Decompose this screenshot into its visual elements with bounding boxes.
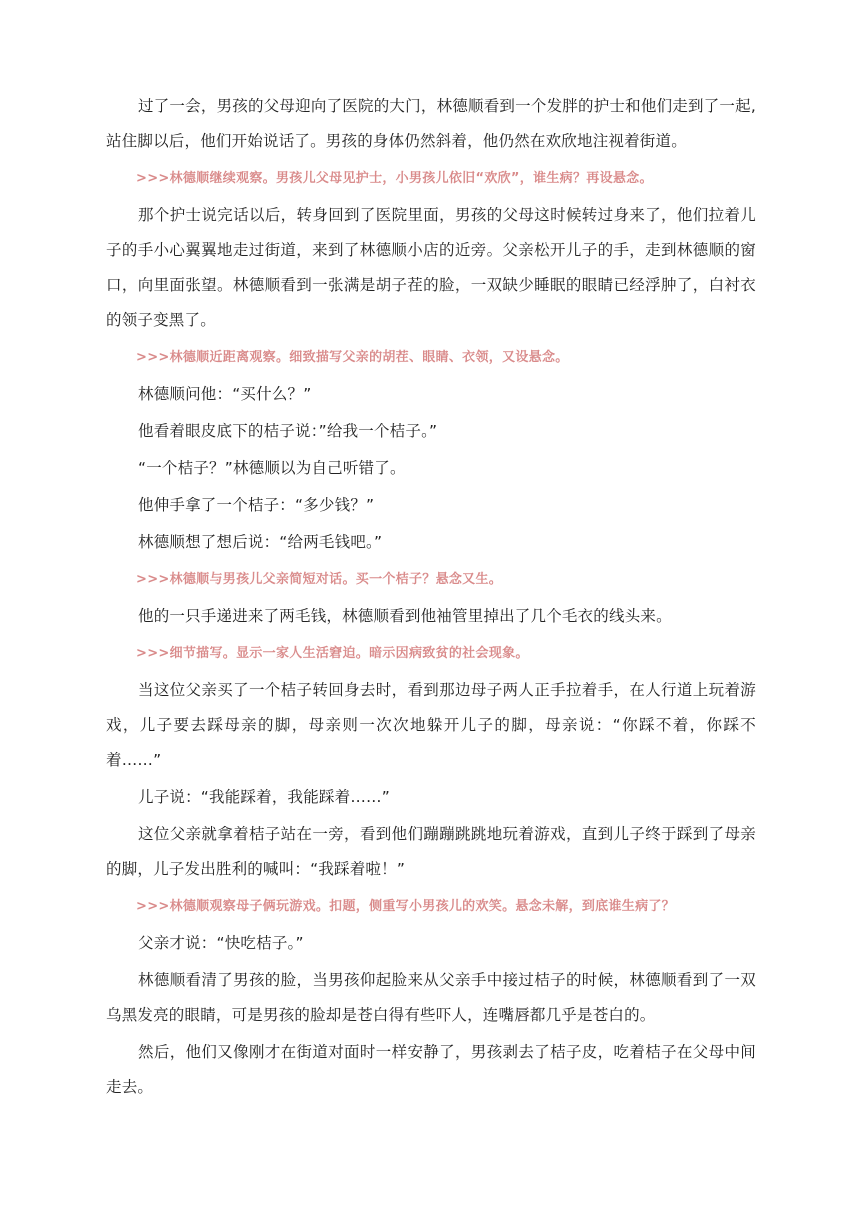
paragraph: 他伸手拿了一个桔子：“多少钱？” bbox=[138, 496, 375, 514]
annotation-note: >>>林德顺继续观察。男孩儿父母见护士，小男孩儿依旧“欢欣”，谁生病？再设悬念。 bbox=[136, 171, 653, 186]
paragraph: 林德顺问他：“买什么？” bbox=[138, 385, 312, 403]
paragraph: 过了一会，男孩的父母迎向了医院的大门，林德顺看到一个发胖的护士和他们走到了一起,站住脚以后，他们开始说话了。男孩的身体仍然斜着，他仍然在欢欣地注视着街道。 bbox=[106, 97, 756, 150]
paragraph: 他看着眼皮底下的桔子说：”给我一个桔子。” bbox=[138, 422, 438, 440]
paragraph: 儿子说：“我能踩着，我能踩着……” bbox=[138, 788, 390, 806]
paragraph: “一个桔子？”林德顺以为自己听错了。 bbox=[138, 459, 406, 477]
annotation-note: >>>林德顺与男孩儿父亲简短对话。买一个桔子？悬念又生。 bbox=[136, 572, 503, 587]
paragraph: 他的一只手递进来了两毛钱，林德顺看到他袖管里掉出了几个毛衣的线头来。 bbox=[138, 607, 672, 625]
paragraph: 然后，他们又像刚才在街道对面时一样安静了，男孩剥去了桔子皮，吃着桔子在父母中间走去。 bbox=[106, 1043, 756, 1096]
paragraph: 父亲才说：“快吃桔子。” bbox=[138, 934, 304, 952]
annotation-note: >>>林德顺近距离观察。细致描写父亲的胡茬、眼睛、衣领，又设悬念。 bbox=[136, 350, 569, 365]
paragraph: 林德顺想了想后说：“给两毛钱吧。” bbox=[138, 533, 383, 551]
annotation-note: >>>林德顺观察母子俩玩游戏。扣题，侧重写小男孩儿的欢笑。悬念未解，到底谁生病了？ bbox=[136, 899, 675, 914]
paragraph: 林德顺看清了男孩的脸，当男孩仰起脸来从父亲手中接过桔子的时候，林德顺看到了一双乌黑发亮的眼睛，可是男孩的脸却是苍白得有些吓人，连嘴唇都几乎是苍白的。 bbox=[106, 971, 756, 1024]
paragraph: 当这位父亲买了一个桔子转回身去时，看到那边母子两人正手拉着手，在人行道上玩着游戏，儿子要去踩母亲的脚，母亲则一次次地躲开儿子的脚，母亲说：“你踩不着，你踩不着……” bbox=[106, 681, 756, 769]
annotation-note: >>>细节描写。显示一家人生活窘迫。暗示因病致贫的社会现象。 bbox=[136, 646, 529, 661]
document-page bbox=[106, 89, 756, 1107]
paragraph: 那个护士说完话以后，转身回到了医院里面，男孩的父母这时候转过身来了，他们拉着儿子的手小心翼翼地走过街道，来到了林德顺小店的近旁。父亲松开儿子的手，走到林德顺的窗口，向里面张望。林德顺看到一张满是胡子茬的脸，一双缺少睡眠的眼睛已经浮肿了，白衬衣的领子变黑了。 bbox=[106, 206, 756, 329]
paragraph: 这位父亲就拿着桔子站在一旁，看到他们蹦蹦跳跳地玩着游戏，直到儿子终于踩到了母亲的脚，儿子发出胜利的喊叫：“我踩着啦！” bbox=[106, 825, 756, 878]
